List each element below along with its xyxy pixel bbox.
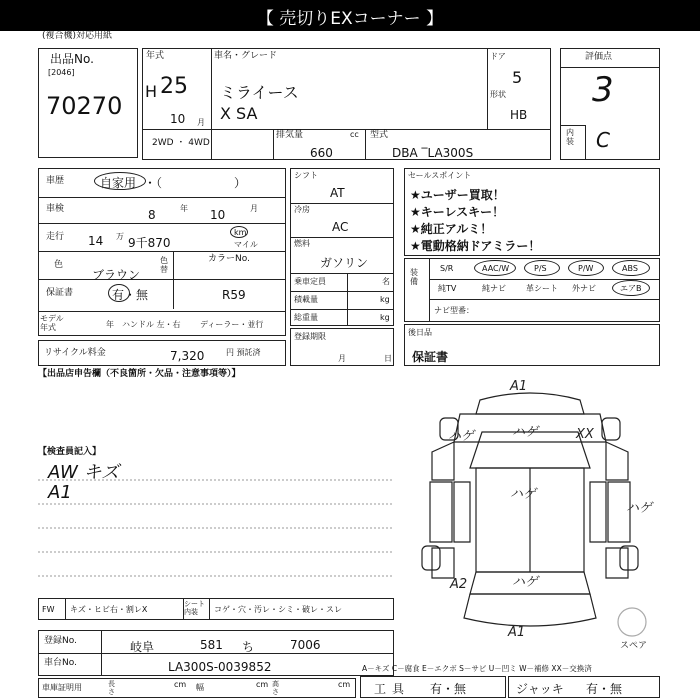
after-value: 保証書 <box>412 350 449 364</box>
warranty-label: 保証書 <box>46 288 74 298</box>
warranty-value: 有・無 <box>112 288 149 302</box>
drive-value: 2WD ・ 4WD <box>152 138 210 148</box>
recycle-value: 7,320 <box>170 349 205 363</box>
month-unit: 月 <box>197 118 205 127</box>
chassis-label: 車台No. <box>44 658 77 668</box>
dim-width-unit: cm <box>256 680 269 689</box>
color-label: 色 <box>54 260 64 270</box>
equipment-label: 装備 <box>410 268 418 286</box>
man-unit: 万 <box>116 232 124 241</box>
warranty-circle <box>108 284 130 302</box>
inspector-lines <box>38 458 394 598</box>
mileage-man: 14 <box>88 234 104 248</box>
year-label: 年式 <box>146 51 165 61</box>
dim-width: 幅 <box>196 683 204 692</box>
inspector-line1: AW キズ <box>48 462 120 483</box>
handle-label: ハンドル 左・右 <box>122 320 181 329</box>
seat-label: シート内装 <box>184 600 205 616</box>
registration-day: 日 <box>384 354 392 363</box>
shaken-year-unit: 年 <box>180 204 188 213</box>
reki-value: 自家用 <box>100 176 137 190</box>
equip-leather: 革シート <box>526 284 558 293</box>
mark-a1-bottom: A1 <box>508 625 526 640</box>
model-year-label: モデル年式 <box>40 314 64 332</box>
history-box <box>38 168 286 336</box>
equip-airbag-circle <box>612 280 650 296</box>
header-title: 【 売切りEXコーナー 】 <box>256 9 444 29</box>
shift-label: シフト <box>294 171 318 180</box>
month-value: 10 <box>170 112 186 126</box>
reki-label: 車歴 <box>46 176 65 186</box>
registration-label: 登録期限 <box>294 332 326 341</box>
mark-a2: A2 <box>450 577 468 592</box>
displacement-value: 660 <box>310 146 333 160</box>
weight-label: 総重量 <box>294 313 318 322</box>
year-era: H <box>145 82 158 101</box>
reki-circle <box>94 172 146 190</box>
dim-length: 長さ <box>108 680 115 696</box>
grade-label: 評価点 <box>585 52 613 62</box>
lot-label: 出品No. <box>50 52 94 66</box>
mileage-rest: 9千870 <box>128 236 171 250</box>
car-name: ミライース <box>220 83 299 102</box>
equip-sr: S/R <box>440 264 454 273</box>
inspector-label: 【検査員記入】 <box>38 447 102 457</box>
reki-rest: ・（ ） <box>144 176 247 190</box>
equip-aac-circle <box>474 260 516 276</box>
reg-class: 581 <box>200 638 223 652</box>
navi-label: ナビ型番： <box>434 306 474 315</box>
fuel-value: ガソリン <box>320 256 369 270</box>
mileage-label: 走行 <box>46 232 65 242</box>
equip-airbag: エアB <box>620 284 642 293</box>
equip-abs-circle <box>612 260 650 276</box>
doors-value: 5 <box>512 68 523 87</box>
equip-extnavi: 外ナビ <box>572 284 596 293</box>
dim-height-unit: cm <box>338 680 351 689</box>
car-diagram <box>400 372 660 662</box>
mark-hage-4: ハゲ <box>626 501 653 516</box>
weight-unit: kg <box>380 313 390 322</box>
model-year-unit: 年 <box>106 320 114 329</box>
model-label: 型式 <box>370 130 389 140</box>
shaken-month-unit: 月 <box>250 204 258 213</box>
load-label: 積載量 <box>294 295 318 304</box>
shape-value: HB <box>510 108 528 122</box>
seat-value: コゲ・穴・汚レ・シミ・破レ・スレ <box>214 605 342 614</box>
reg-place: 岐阜 <box>130 640 155 654</box>
fw-value: キズ・ヒビ右・割レX <box>70 605 148 614</box>
equip-pw-circle <box>568 260 604 276</box>
door-label: ドア <box>490 52 506 61</box>
mark-xx: XX <box>576 427 594 442</box>
mark-hage-3: ハゲ <box>510 487 537 502</box>
damage-legend: A－キズ C－腐食 E－エクボ S－サビ U－凹ミ W－補修 XX－交換済 <box>362 664 592 673</box>
shift-value: AT <box>330 186 345 200</box>
fuel-label: 燃料 <box>294 239 310 248</box>
equip-ps: P/S <box>534 264 547 273</box>
colorno-value: R59 <box>222 288 246 302</box>
after-label: 後日品 <box>408 328 432 337</box>
lot-number: 70270 <box>46 92 123 120</box>
capacity-unit: 名 <box>382 277 390 286</box>
tools-label: 工具 <box>374 682 411 696</box>
interior-label: 内装 <box>566 128 574 146</box>
shaken-month: 10 <box>210 208 226 222</box>
displacement-label: 排気量 <box>276 130 304 140</box>
recycle-unit: 円 預託済 <box>226 348 261 357</box>
reg-kana: ち <box>242 640 255 654</box>
name-label: 車名・グレード <box>214 51 278 61</box>
reg-number: 7006 <box>290 638 321 652</box>
dealer-label: ディーラー・並行 <box>200 320 264 329</box>
km-unit: km <box>234 228 247 237</box>
ac-value: AC <box>332 220 349 234</box>
displacement-unit: cc <box>350 130 359 139</box>
mark-a1-top: A1 <box>510 379 528 394</box>
spare-label: スペア <box>620 641 648 651</box>
model-value: DBA ‾LA300S <box>392 146 474 160</box>
mark-hage-1: ハゲ <box>448 429 475 444</box>
interior-value: C <box>596 128 610 152</box>
recycle-label: リサイクル料金 <box>44 348 106 358</box>
shaken-year: 8 <box>148 208 156 222</box>
jack-label: ジャッキ <box>516 682 564 696</box>
car-grade: X SA <box>220 104 258 123</box>
mark-hage-5: ハゲ <box>512 575 539 590</box>
equip-aac: AAC/W <box>482 264 510 273</box>
equip-pw: P/W <box>578 264 594 273</box>
lot-tag: [2046] <box>48 68 75 77</box>
sales-point-2: ★キーレスキー！ <box>410 205 505 219</box>
jack-value: 有・無 <box>586 682 623 696</box>
sales-point-4: ★電動格納ドアミラー！ <box>410 239 541 253</box>
grade-score: 3 <box>592 70 614 110</box>
color-change: 色替 <box>160 256 168 274</box>
equip-tv: 純TV <box>438 284 457 293</box>
seller-notes-label: 【出品店申告欄（不良箇所・欠品・注意事項等）】 <box>38 369 241 379</box>
dim-height: 高さ <box>272 680 279 696</box>
dimensions-label: 車庫証明用 <box>42 683 82 692</box>
dim-length-unit: cm <box>174 680 187 689</box>
chassis-value: LA300S-0039852 <box>168 660 272 674</box>
form-note: (複合機)対応用紙 <box>42 31 113 41</box>
inspector-line2: A1 <box>48 482 72 503</box>
color-value: ブラウン <box>92 268 141 282</box>
colorno-label: カラーNo. <box>208 254 250 264</box>
mark-hage-2: ハゲ <box>512 425 539 440</box>
fw-label: FW <box>42 605 55 614</box>
km-circle <box>230 226 248 238</box>
ac-label: 冷房 <box>294 205 310 214</box>
registration-month: 月 <box>338 354 346 363</box>
tools-value: 有・無 <box>430 682 467 696</box>
capacity-label: 乗車定員 <box>294 277 326 286</box>
sales-point-3: ★純正アルミ！ <box>410 222 493 236</box>
equip-navi: 純ナビ <box>482 284 506 293</box>
year-value: 25 <box>160 74 188 99</box>
equip-ps-circle <box>524 260 560 276</box>
load-unit: kg <box>380 295 390 304</box>
shape-label: 形状 <box>490 90 506 99</box>
reg-label: 登録No. <box>44 636 77 646</box>
mile-unit: マイル <box>234 240 258 249</box>
sales-label: セールスポイント <box>408 171 472 180</box>
sales-point-1: ★ユーザー買取！ <box>410 188 505 202</box>
shaken-label: 車検 <box>46 204 65 214</box>
equip-abs: ABS <box>622 264 638 273</box>
